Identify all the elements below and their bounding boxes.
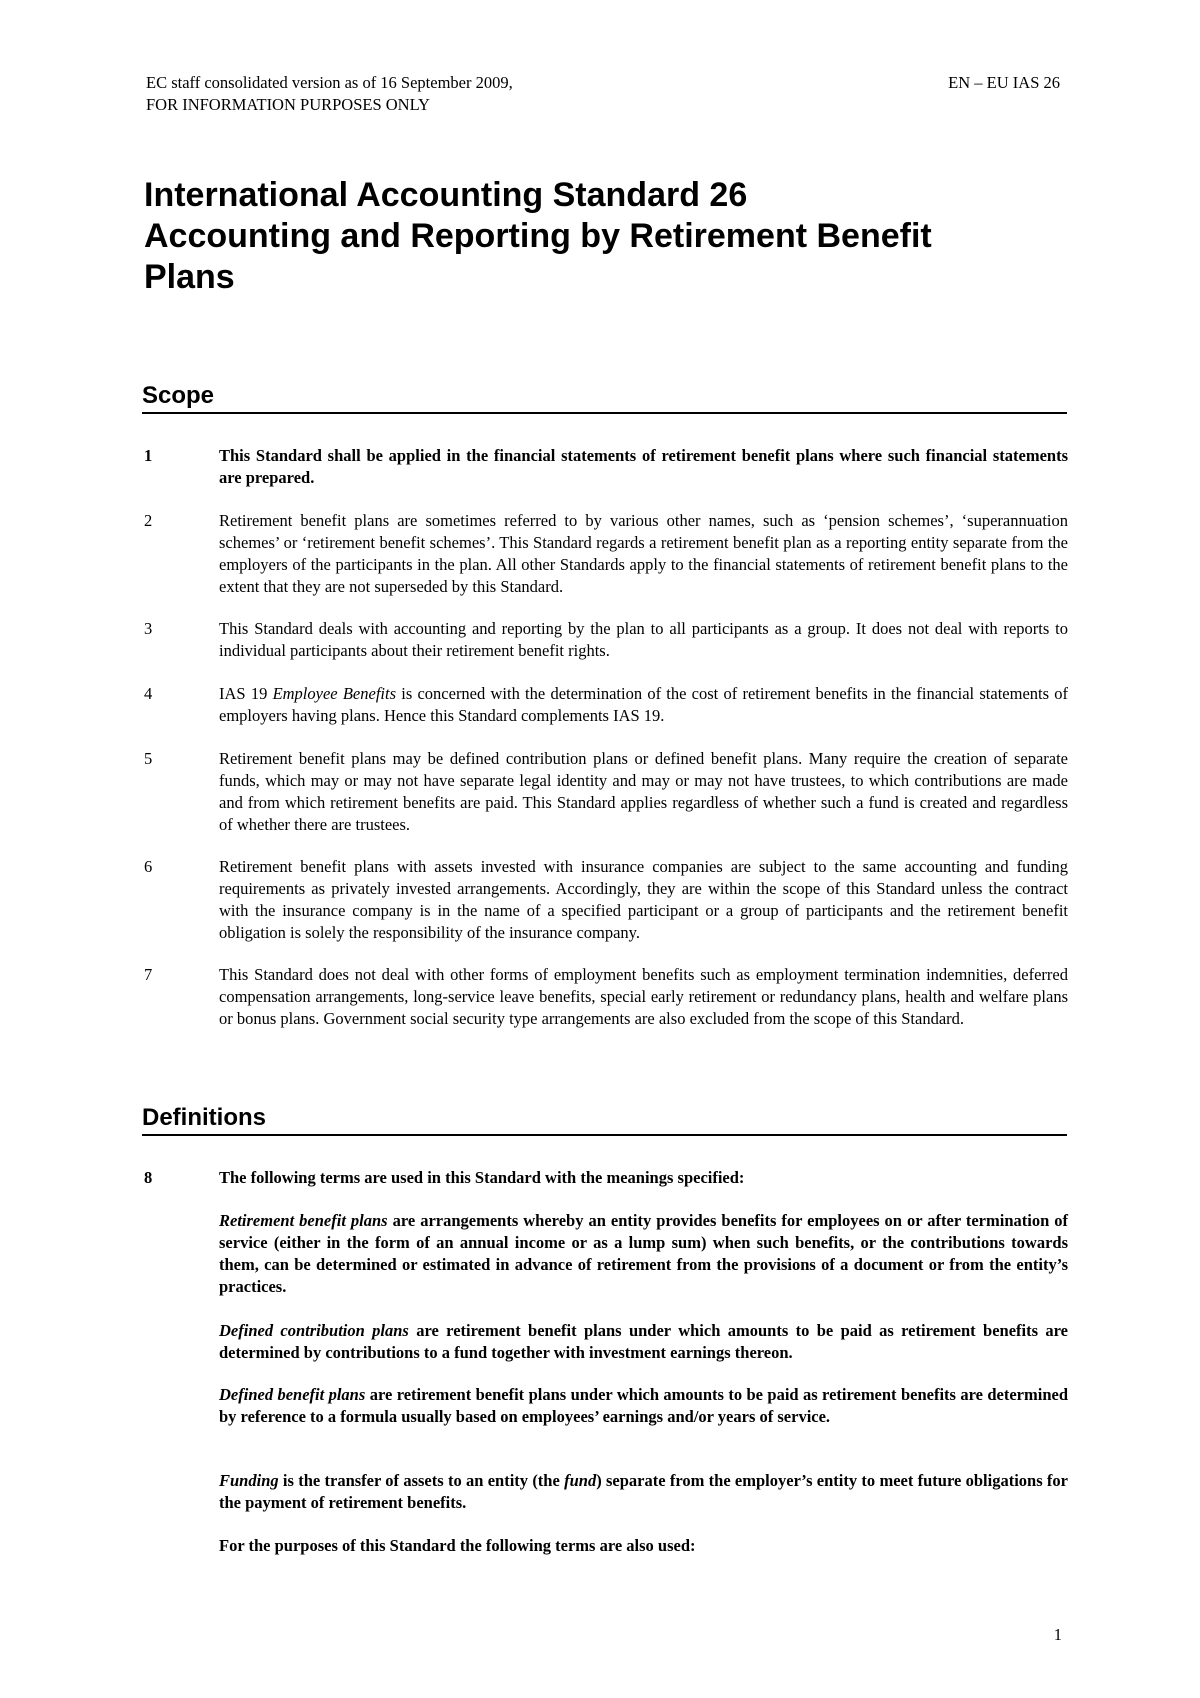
paragraph-7	[144, 964, 1068, 1030]
paragraph-1	[144, 445, 1068, 489]
cited-standard-title: Employee Benefits	[272, 684, 396, 703]
paragraph-text: Retirement benefit plans may be defined contribution plans or defined benefit plans. Many require the creation of separate funds, which may or may not have separate legal identity and may or may not have trustees, to which contributions are made and from which retirement benefits are paid. This Standard applies regardless of whether such a fund is created and regardless of whether there are trustees.	[219, 749, 1068, 834]
definition-text-end: ) separate from the employer’s entity to meet future obligations for the payment of retirement benefits.	[219, 1471, 1068, 1512]
paragraph-text	[219, 683, 1068, 727]
definition-funding	[219, 1470, 1068, 1514]
definitions-continuation-note: For the purposes of this Standard the following terms are also used:	[219, 1536, 696, 1555]
definition-text: is the transfer of assets to an entity (the	[278, 1471, 565, 1490]
paragraph-number: 4	[144, 684, 153, 703]
paragraph-number: 7	[144, 965, 153, 984]
page-number: 1	[1053, 1625, 1062, 1644]
paragraph-6	[144, 856, 1068, 944]
paragraph-text: Retirement benefit plans are sometimes referred to by various other names, such as ‘pension schemes’, ‘superannuation schemes’ or ‘retirement benefit schemes’. This Standard regards a retirement benefit plan as a reporting entity separate from the employers of the participants in the plan. All other Standards apply to the financial statements of retirement benefit plans to the extent that they are not superseded by this Standard.	[219, 511, 1068, 596]
definition-defined-contribution-plans	[219, 1320, 1068, 1364]
running-header	[146, 72, 513, 116]
title-line-3: Plans	[144, 258, 235, 296]
defined-term: Defined benefit plans	[219, 1385, 366, 1404]
document-title	[144, 175, 1064, 298]
paragraph-8	[144, 1167, 1068, 1189]
paragraph-5	[144, 748, 1068, 836]
paragraph-number: 8	[144, 1168, 153, 1187]
defined-term-fund: fund	[564, 1471, 597, 1490]
definition-text: are retirement benefit plans under which amounts to be paid as retirement benefits are determined by reference to a formula usually based on employees’ earnings and/or years of service.	[219, 1385, 1068, 1426]
paragraph-text: This Standard does not deal with other forms of employment benefits such as employment termination indemnities, deferred compensation arrangements, long-service leave benefits, special early retirement or redundancy plans, health and welfare plans or bonus plans. Government social security type arrangements are also excluded from the scope of this Standard.	[219, 965, 1068, 1028]
paragraph-text: The following terms are used in this Standard with the meanings specified:	[219, 1168, 745, 1187]
title-line-1: International Accounting Standard 26	[144, 176, 748, 214]
paragraph-number: 3	[144, 619, 153, 638]
paragraph-2	[144, 510, 1068, 598]
definition-text: are retirement benefit plans under which amounts to be paid as retirement benefits are determined by contributions to a fund together with investment earnings thereon.	[219, 1321, 1068, 1362]
section-heading-definitions: Definitions	[142, 1104, 1067, 1136]
paragraph-text: This Standard deals with accounting and reporting by the plan to all participants as a group. It does not deal with reports to individual participants about their retirement benefit rights.	[219, 619, 1068, 660]
paragraph-number: 5	[144, 749, 153, 768]
header-standard-code: EN – EU IAS 26	[948, 73, 1060, 92]
definition-defined-benefit-plans	[219, 1384, 1068, 1428]
header-version-line: EC staff consolidated version as of 16 September 2009,	[146, 73, 513, 92]
paragraph-number: 6	[144, 857, 153, 876]
header-purpose-line: FOR INFORMATION PURPOSES ONLY	[146, 95, 430, 114]
definition-text: are arrangements whereby an entity provides benefits for employees on or after termination of service (either in the form of an annual income or as a lump sum) when such benefits, or the contributions towards them, can be determined or estimated in advance of retirement from the provisions of a document or from the entity’s practices.	[219, 1211, 1068, 1296]
defined-term: Retirement benefit plans	[219, 1211, 388, 1230]
title-line-2: Accounting and Reporting by Retirement Benefit	[144, 217, 932, 255]
paragraph-text: This Standard shall be applied in the financial statements of retirement benefit plans where such financial statements are prepared.	[219, 446, 1068, 487]
paragraph-text-pre: IAS 19	[219, 684, 273, 703]
defined-term: Funding	[219, 1471, 279, 1490]
paragraph-number: 1	[144, 446, 153, 465]
paragraph-text: Retirement benefit plans with assets invested with insurance companies are subject to the same accounting and funding requirements as privately invested arrangements. Accordingly, they are within the scope of this Standard unless the contract with the insurance company is in the name of a specified participant or a group of participants and the retirement benefit obligation is solely the responsibility of the insurance company.	[219, 857, 1068, 942]
paragraph-text-post: is concerned with the determination of the cost of retirement benefits in the financial statements of employers having plans. Hence this Standard complements IAS 19.	[219, 684, 1069, 725]
paragraph-number: 2	[144, 511, 153, 530]
paragraph-4	[144, 683, 1068, 727]
section-heading-scope: Scope	[142, 382, 1067, 414]
definition-retirement-benefit-plans	[219, 1210, 1068, 1298]
defined-term: Defined contribution plans	[219, 1321, 409, 1340]
paragraph-3	[144, 618, 1068, 662]
